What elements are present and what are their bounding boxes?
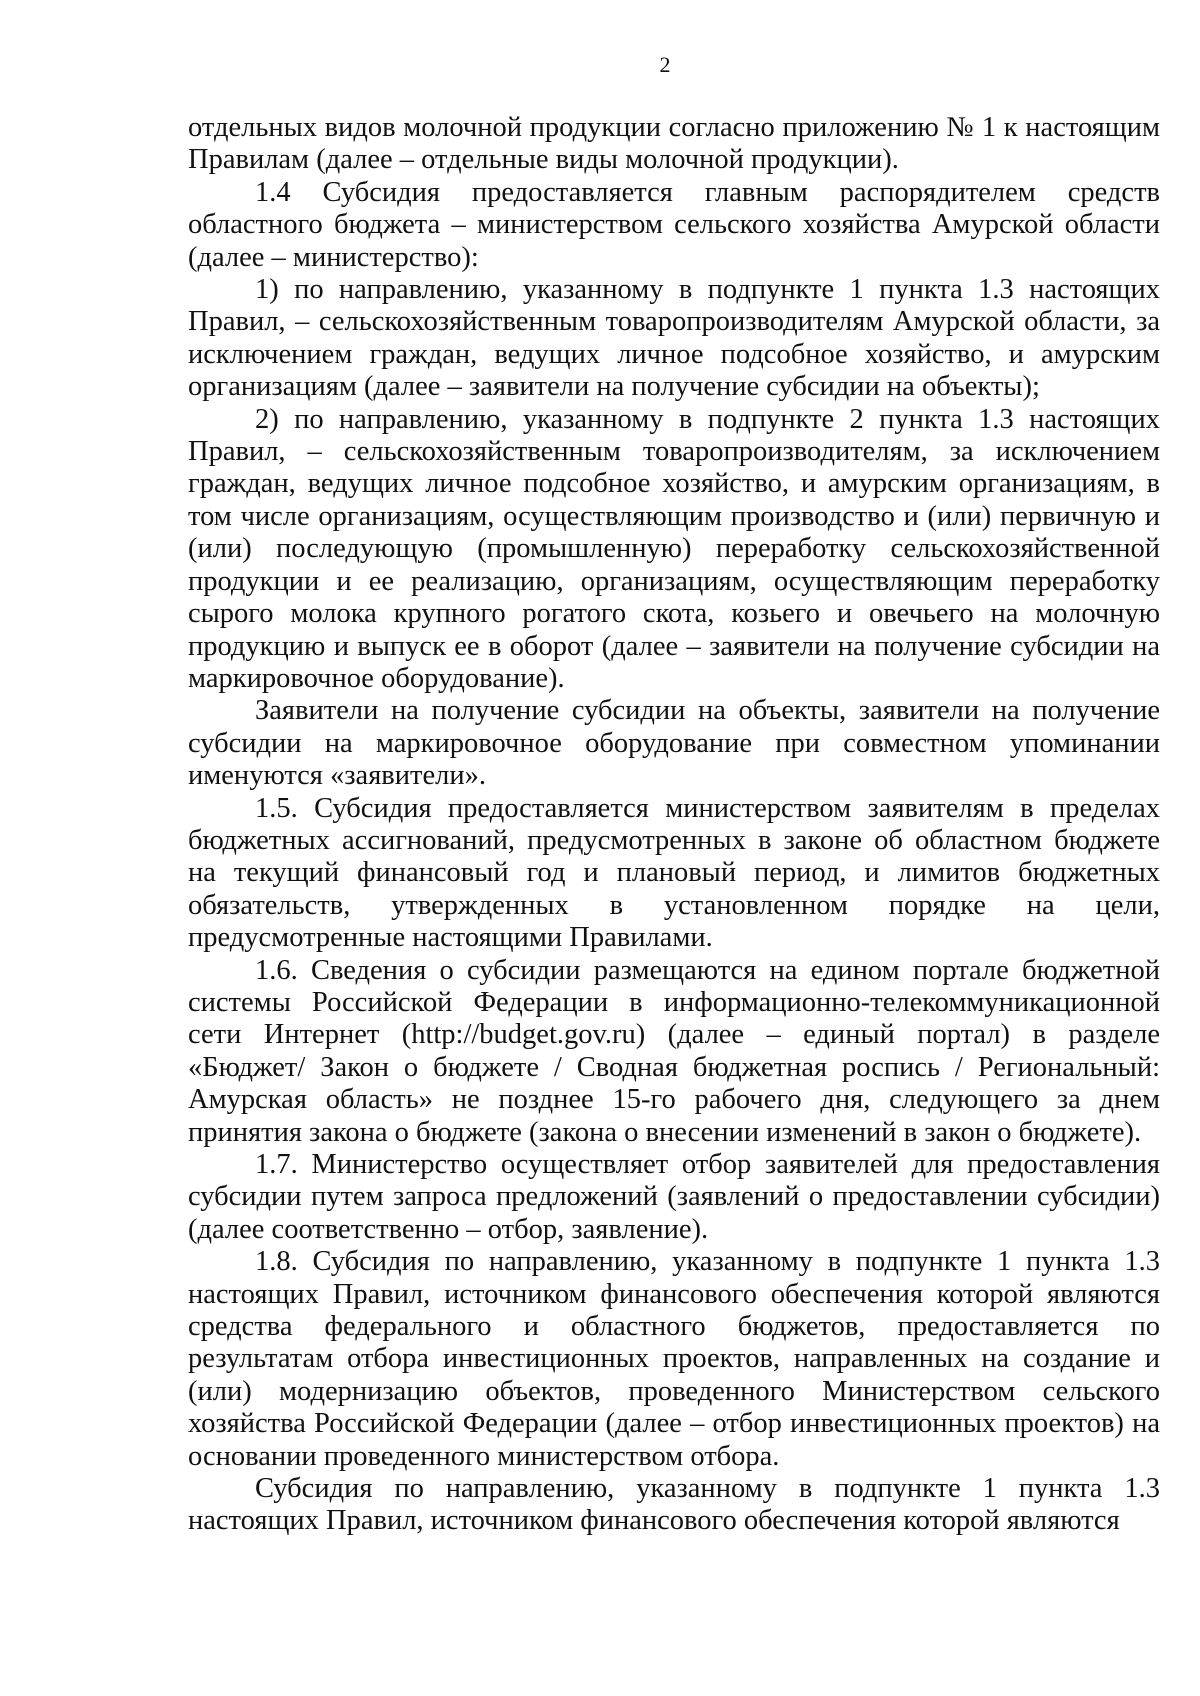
paragraph-1-6: 1.6. Сведения о субсидии размещаются на едином портале бюджетной системы Российской Федерации в информационно-телекоммуникационной сети Интернет (http://budget.gov.ru) (далее – единый портал) в разделе «Бюджет/ Закон о бюджете / Сводная бюджетная роспись / Региональный: Амурская область» не позднее 15-го рабочего дня, следующего за днем принятия закона о бюджете (закона о внесении изменений в закон о бюджете). (188, 954, 1160, 1148)
paragraph-1-4-item-2: 2) по направлению, указанному в подпункте 2 пункта 1.3 настоящих Правил, – сельскохозяйственным товаропроизводителям, за исключением граждан, ведущих личное подсобное хозяйство, и амурским организациям, в том числе организациям, осуществляющим производство и (или) первичную и (или) последующую (промышленную) переработку сельскохозяйственной продукции и ее реализацию, организациям, осуществляющим переработку сырого молока крупного рогатого скота, козьего и овечьего на молочную продукцию и выпуск ее в оборот (далее – заявители на получение субсидии на маркировочное оборудование). (188, 403, 1160, 694)
paragraph-1-7: 1.7. Министерство осуществляет отбор заявителей для предоставления субсидии путем запроса предложений (заявлений о предоставлении субсидии) (далее соответственно – отбор, заявление). (188, 1149, 1160, 1245)
page-number: 2 (659, 52, 671, 77)
paragraph-1-5: 1.5. Субсидия предоставляется министерством заявителям в пределах бюджетных ассигнований, предусмотренных в законе об областном бюджете на текущий финансовый год и плановый период, и лимитов бюджетных обязательств, утвержденных в установленном порядке на цели, предусмотренные настоящими Правилами. (188, 792, 1160, 954)
paragraph-1-8: 1.8. Субсидия по направлению, указанному в подпункте 1 пункта 1.3 настоящих Правил, источником финансового обеспечения которой являются средства федерального и областного бюджетов, предоставляется по результатам отбора инвестиционных проектов, направленных на создание и (или) модернизацию объектов, проведенного Министерством сельского хозяйства Российской Федерации (далее – отбор инвестиционных проектов) на основании проведенного министерством отбора. (188, 1246, 1160, 1472)
paragraph-1-4-item-1: 1) по направлению, указанному в подпункте 1 пункта 1.3 настоящих Правил, – сельскохозяйственным товаропроизводителям Амурской области, за исключением граждан, ведущих личное подсобное хозяйство, и амурским организациям (далее – заявители на получение субсидии на объекты); (188, 274, 1160, 403)
paragraph-1-4: 1.4 Субсидия предоставляется главным распорядителем средств областного бюджета – министерством сельского хозяйства Амурской области (далее – министерство): (188, 176, 1160, 273)
paragraph-applicants-definition: Заявители на получение субсидии на объекты, заявители на получение субсидии на маркировочное оборудование при совместном упоминании именуются «заявители». (188, 695, 1160, 792)
paragraph-continuation: отдельных видов молочной продукции согласно приложению № 1 к настоящим Правилам (далее – отдельные виды молочной продукции). (188, 112, 1160, 176)
document-body (188, 112, 1160, 1538)
paragraph-subsidy-continued: Субсидия по направлению, указанному в подпункте 1 пункта 1.3 настоящих Правил, источником финансового обеспечения которой являются (188, 1473, 1160, 1537)
